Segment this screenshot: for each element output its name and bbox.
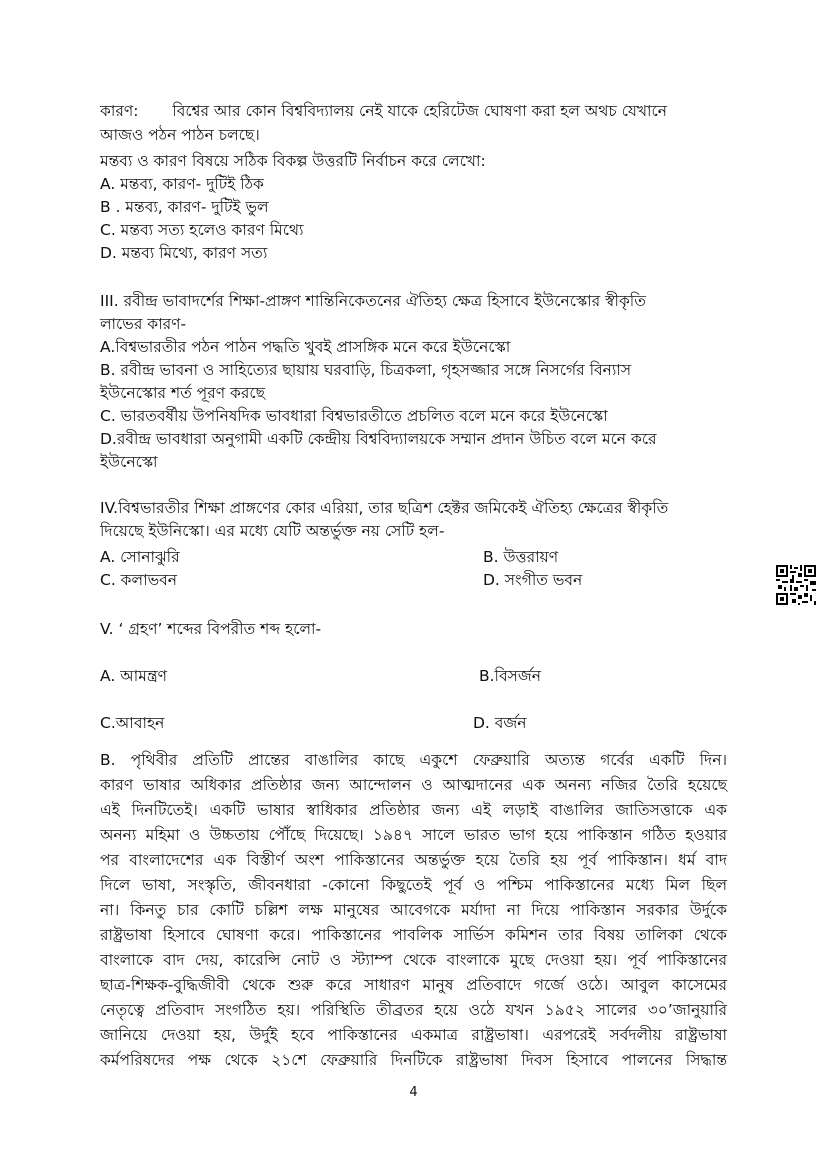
passage-line: অনন্য মহিমা ও উচ্চতায় পৌঁছে দিয়েছে। ১৯৪৭ সালে ভারত ভাগ হয়ে পাকিস্তান গঠিত হওয়ার xyxy=(100,826,727,844)
q4-line-1: IV.বিশ্বভারতীর শিক্ষা প্রাঙ্গণের কোর এরিয়া, তার ছত্রিশ হেক্টর জমিকেই ঐতিহ্য ক্ষেত্রের স্বীকৃতি xyxy=(100,499,669,517)
q3-option-d-line-1: D.রবীন্দ্র ভাবধারা অনুগামী একটি কেন্দ্রীয় বিশ্ববিদ্যালয়কে সম্মান প্রদান উচিত বলে মনে করে xyxy=(100,430,657,448)
option-c: C. মন্তব্য সত্য হলেও কারণ মিথ্যে xyxy=(100,221,304,239)
q5-question: V. ‘ গ্রহণ’ শব্দের বিপরীত শব্দ হলো- xyxy=(100,620,322,638)
passage-line: রাষ্ট্রভাষা হিসাবে ঘোষণা করে। পাকিস্তানের পাবলিক সার্ভিস কমিশন তার বিষয় তালিকা থেকে xyxy=(100,926,727,944)
q3-option-b-line-2: ইউনেস্কোর শর্ত পূরণ করছে xyxy=(100,384,266,402)
q3-line-1: III. রবীন্দ্র ভাবাদর্শের শিক্ষা-প্রাঙ্গণ শান্তিনিকেতনের ঐতিহ্য ক্ষেত্র হিসাবে ইউনেস্কোর স্বীকৃতি xyxy=(100,292,646,310)
passage-line: পর বাংলাদেশের এক বিস্তীর্ণ অংশ পাকিস্তানের অন্তর্ভুক্ত হয়ে তৈরি হয় পূর্ব পাকিস্তান। ধর্ম বাদ xyxy=(100,851,727,869)
instruction: মন্তব্য ও কারণ বিষয়ে সঠিক বিকল্প উত্তরটি নির্বাচন করে লেখো: xyxy=(100,152,486,170)
reason-line-2: আজও পঠন পাঠন চলছে। xyxy=(100,126,260,144)
passage-line: না। কিনতু চার কোটি চল্লিশ লক্ষ মানুষের আবেগকে মর্যাদা না দিয়ে পাকিস্তান সরকার উর্দুকে xyxy=(100,901,727,919)
q5-option-b: B.বিসর্জন xyxy=(479,667,541,685)
passage-line: নেতৃত্বে প্রতিবাদ সংগঠিত হয়। পরিস্থিতি তীব্রতর হয়ে ওঠে যখন ১৯৫২ সালের ৩০’জানুয়ারি xyxy=(100,1001,727,1019)
passage-line: কারণ ভাষার অধিকার প্রতিষ্ঠার জন্য আন্দোলন ও আত্মদানের এক অনন্য নজির তৈরি হয়েছে xyxy=(100,776,727,794)
reason-label: কারণ: xyxy=(100,102,139,120)
q3-option-c: C. ভারতবর্ষীয় উপনিষদিক ভাবধারা বিশ্বভারতীতে প্রচলিত বলে মনে করে ইউনেস্কো xyxy=(100,407,608,425)
passage-line: B. পৃথিবীর প্রতিটি প্রান্তের বাঙালির কাছে একুশে ফেব্রুয়ারি অত্যন্ত গর্বের একটি দিন। xyxy=(100,751,727,769)
q3-option-a: A.বিশ্বভারতীর পঠন পাঠন পদ্ধতি খুবই প্রাসঙ্গিক মনে করে ইউনেস্কো xyxy=(100,338,511,356)
passage-line: এই দিনটিতেই। একটি ভাষার স্বাধিকার প্রতিষ্ঠার জন্য এই লড়াই বাঙালির জাতিসত্তাকে এক xyxy=(100,801,727,819)
reason-text: বিশ্বের আর কোন বিশ্ববিদ্যালয় নেই যাকে হেরিটেজ ঘোষণা করা হল অথচ যেখানে xyxy=(172,102,668,120)
option-a: A. মন্তব্য, কারণ- দুটিই ঠিক xyxy=(100,175,264,193)
q3-line-2: লাভের কারণ- xyxy=(100,315,187,333)
q4-line-2: দিয়েছে ইউনিস্কো। এর মধ্যে যেটি অন্তর্ভুক্ত নয় সেটি হল- xyxy=(100,522,445,540)
qr-code-icon xyxy=(776,565,816,605)
q5-option-c: C.আবাহন xyxy=(100,714,165,732)
q4-option-d: D. সংগীত ভবন xyxy=(483,571,583,589)
page-number: 4 xyxy=(409,1085,418,1100)
q3-option-d-line-2: ইউনেস্কো xyxy=(100,453,158,471)
option-d: D. মন্তব্য মিথ্যে, কারণ সত্য xyxy=(100,244,268,262)
passage-line: জানিয়ে দেওয়া হয়, উর্দুই হবে পাকিস্তানের একমাত্র রাষ্ট্রভাষা। এরপরেই সর্বদলীয় রাষ্ট্রভাষা xyxy=(100,1026,727,1044)
passage-line: ছাত্র-শিক্ষক-বুদ্ধিজীবী থেকে শুরু করে সাধারণ মানুষ প্রতিবাদে গর্জে ওঠে। আবুল কাসেমের xyxy=(100,976,727,994)
passage-line: দিলে ভাষা, সংস্কৃতি, জীবনধারা -কোনো কিছুতেই পূর্ব ও পশ্চিম পাকিস্তানের মধ্যে মিল ছিল xyxy=(100,876,727,894)
q4-option-c: C. কলাভবন xyxy=(100,571,177,589)
q4-option-a: A. সোনাঝুরি xyxy=(100,548,180,566)
q3-option-b-line-1: B. রবীন্দ্র ভাবনা ও সাহিত্যের ছায়ায় ঘরবাড়ি, চিত্রকলা, গৃহসজ্জার সঙ্গে নিসর্গের বিন্যাস xyxy=(100,361,632,379)
passage-line: কর্মপরিষদের পক্ষ থেকে ২১শে ফেব্রুয়ারি দিনটিকে রাষ্ট্রভাষা দিবস হিসাবে পালনের সিদ্ধান্ত xyxy=(100,1051,727,1069)
reason-line-1 xyxy=(100,100,667,122)
q5-option-a: A. আমন্ত্রণ xyxy=(100,667,168,685)
q4-option-b: B. উত্তরায়ণ xyxy=(483,548,559,566)
option-b: B . মন্তব্য, কারণ- দুটিই ভুল xyxy=(100,198,269,216)
passage-line: বাংলাকে বাদ দেয়, কারেন্সি নোট ও স্ট্যাম্প থেকে বাংলাকে মুছে দেওয়া হয়। পূর্ব পাকিস্তানের xyxy=(100,951,727,969)
q5-option-d: D. বর্জন xyxy=(473,714,527,732)
